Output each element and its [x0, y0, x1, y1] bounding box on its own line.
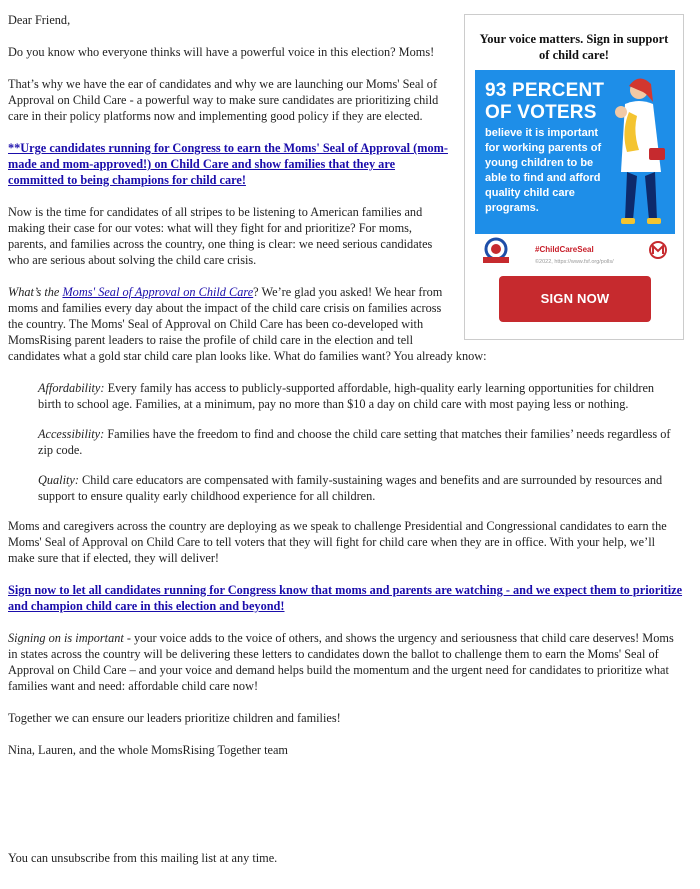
- deploying-paragraph: Moms and caregivers across the country are deploying as we speak to challenge Presidential and Congressional candidates to earn the Moms' Seal of Approval on Child Care to tell voters that they will fight for child care when they are in office. With your help, we’ll make sure that if elected, they will deliver!: [8, 519, 667, 565]
- criteria-affordability: [38, 380, 676, 412]
- criteria-label: Quality:: [38, 473, 79, 487]
- promo-banner[interactable]: [475, 70, 675, 268]
- momsrising-logo-icon: [649, 241, 667, 259]
- criteria-label: Accessibility:: [38, 427, 105, 441]
- email-body: [8, 12, 684, 774]
- criteria-text: Child care educators are compensated with family-sustaining wages and benefits and are surrounded by resources and support to ensure quality early childhood experience for all children.: [38, 473, 663, 503]
- seal-link[interactable]: Moms' Seal of Approval on Child Care: [62, 285, 254, 299]
- greeting: Dear Friend,: [8, 13, 71, 27]
- sign-now-link[interactable]: Sign now to let all candidates running for Congress know that moms and parents are watching - and we expect them to prioritize and champion child care in this election and beyond!: [8, 583, 683, 613]
- together-paragraph: Together we can ensure our leaders prioritize children and families!: [8, 711, 341, 725]
- time-paragraph: Now is the time for candidates of all stripes to be listening to American families and making their case for our votes: what will they fight for and prioritize? For moms, parents, and families across the country, one thing is clear: we need serious candidates who are serious about solving the child care crisis.: [8, 205, 433, 267]
- sidebar-heading: Your voice matters. Sign in support of child care!: [479, 32, 669, 62]
- promo-hashtag: #ChildCareSeal: [535, 245, 594, 254]
- criteria-label: Affordability:: [38, 381, 105, 395]
- promo-subtext: believe it is important for working parents of young children to be able to find and afford quality child care programs.: [485, 127, 602, 214]
- criteria-accessibility: [38, 426, 676, 458]
- signing-lead: Signing on is important: [8, 631, 124, 645]
- signing-rest: - your voice adds to the voice of others, and shows the urgency and seriousness that child care deserves! Moms in states across the country will be delivering these letters to candidates down the ballot to challenge them to earn the Moms' Seal of Approval on Child Care – and your voice and demand helps build the momentum and the urgent need for candidates to prioritize what families want and need: affordable child care now!: [8, 631, 674, 693]
- signoff: Nina, Lauren, and the whole MomsRising Together team: [8, 743, 288, 757]
- mother-child-illustration-icon: [591, 72, 673, 232]
- seal-badge-icon: [481, 237, 511, 265]
- whats-rest: We’re glad you asked! We hear from moms and families every day about the impact of the child care crisis on families across the country. The Moms' Seal of Approval on Child Care has been co-developed with MomsRising parent leaders to raise the profile of child care in the election and tell candidates what a gold star child care plan looks like. What do families want? You already know:: [8, 285, 487, 363]
- signing-paragraph: [8, 630, 684, 694]
- sidebar-promo-card: [464, 14, 684, 340]
- criteria-text: Every family has access to publicly-supported affordable, high-quality early learning opportunities for children birth to school age. Families, at a minimum, pay no more than $10 a day on child care with most paying less or nothing.: [38, 381, 655, 411]
- criteria-quality: [38, 472, 676, 504]
- criteria-list: [38, 380, 676, 504]
- intro-paragraph: Do you know who everyone thinks will have a powerful voice in this election? Moms!: [8, 45, 435, 59]
- criteria-text: Families have the freedom to find and choose the child care setting that matches their families’ needs regardless of zip code.: [38, 427, 671, 457]
- promo-source: ©2022, https://www.fsf.org/polls/: [535, 259, 614, 265]
- urge-candidates-link[interactable]: **Urge candidates running for Congress to earn the Moms' Seal of Approval (mom-made and mom-approved!) on Child Care and show families that they are committed to being champions for child care!: [8, 141, 448, 187]
- qmark: ?: [253, 285, 259, 299]
- whats-lead: What’s the: [8, 285, 63, 299]
- seal-launch-paragraph: That’s why we have the ear of candidates and why we are launching our Moms' Seal of Approval on Child Care - a powerful way to make sure candidates are prioritizing child care in their policy platforms now and implementing good policy if they are elected.: [8, 77, 439, 123]
- promo-footer: [475, 234, 675, 268]
- promo-headline: 93 PERCENT OF VOTERS: [485, 80, 605, 123]
- unsubscribe-text: You can unsubscribe from this mailing list at any time.: [8, 851, 278, 865]
- sign-now-button[interactable]: SIGN NOW: [499, 276, 651, 322]
